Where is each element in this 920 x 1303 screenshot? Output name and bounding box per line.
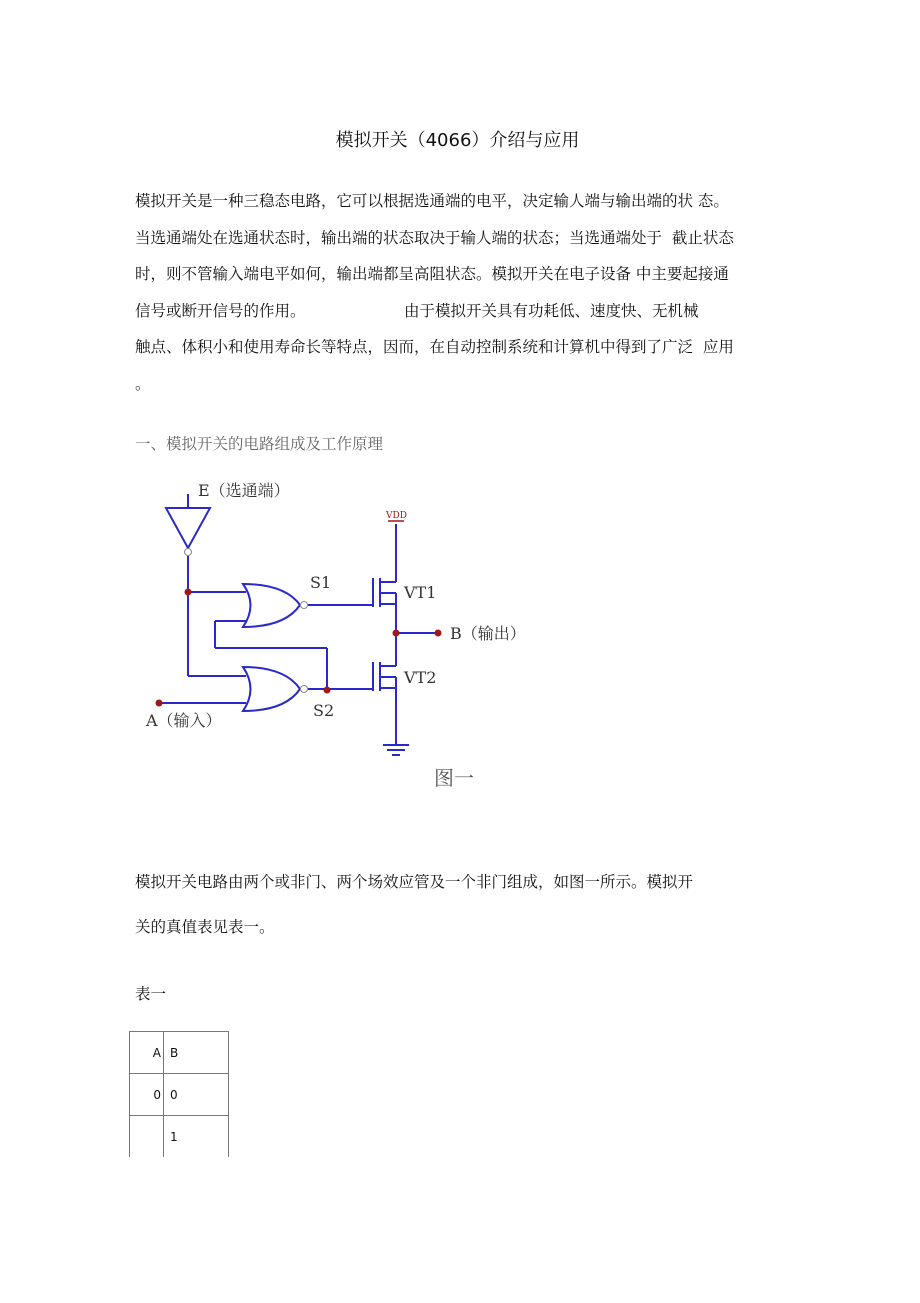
intro-line: 信号或断开信号的作用。 由于模拟开关具有功耗低、速度快、无机械 [135, 302, 699, 320]
ground-icon [383, 745, 409, 755]
desc-line: 关的真值表见表一。 [135, 918, 275, 936]
node-dot [435, 630, 442, 637]
table-row [130, 1074, 229, 1116]
cell-a: 0 [130, 1074, 164, 1116]
label-b: B（输出） [450, 624, 526, 643]
cell-b: 0 [164, 1074, 229, 1116]
node-dot [156, 700, 163, 707]
figure-caption: 图一 [434, 766, 474, 790]
desc-line: 模拟开关电路由两个或非门、两个场效应管及一个非门组成，如图一所示。模拟开 [135, 873, 694, 891]
truth-table [129, 1031, 229, 1157]
inverter-gate [166, 508, 210, 548]
section-heading: 一、模拟开关的电路组成及工作原理 [135, 435, 384, 453]
header-b: B [164, 1032, 229, 1074]
cell-a [130, 1116, 164, 1158]
label-s2: S2 [313, 701, 335, 720]
page-title: 模拟开关（4066）介绍与应用 [335, 130, 580, 151]
inverter-bubble [185, 549, 192, 556]
nor-gate-s1 [243, 584, 300, 627]
node-dot [324, 687, 331, 694]
intro-line: 当选通端处在选通状态时，输出端的状态取决于输人端的状态；当选通端处于 截止状态 [135, 229, 734, 247]
table-label: 表一 [135, 985, 167, 1003]
node-dot [393, 630, 400, 637]
header-a: A [130, 1032, 164, 1074]
label-vdd: VDD [386, 511, 407, 521]
intro-line: 。 [135, 375, 151, 393]
intro-line: 触点、体积小和使用寿命长等特点，因而，在自动控制系统和计算机中得到了广泛 应用 [135, 338, 734, 356]
cell-b: 1 [164, 1116, 229, 1158]
label-vt2: VT2 [404, 668, 437, 687]
label-e: E（选通端） [198, 481, 290, 500]
intro-line: 时，则不管输入端电平如何，输出端都呈高阻状态。模拟开关在电子设备 中主要起接通 [135, 265, 729, 283]
label-s1: S1 [310, 573, 332, 592]
node-dot [185, 589, 192, 596]
table-header-row [130, 1032, 229, 1074]
intro-line: 模拟开关是一种三稳态电路，它可以根据选通端的电平，决定输人端与输出端的状 态。 [135, 192, 729, 210]
label-a: A（输入） [146, 711, 222, 730]
table-row [130, 1116, 229, 1158]
nor-gate-s2 [243, 667, 300, 711]
label-vt1: VT1 [404, 583, 437, 602]
